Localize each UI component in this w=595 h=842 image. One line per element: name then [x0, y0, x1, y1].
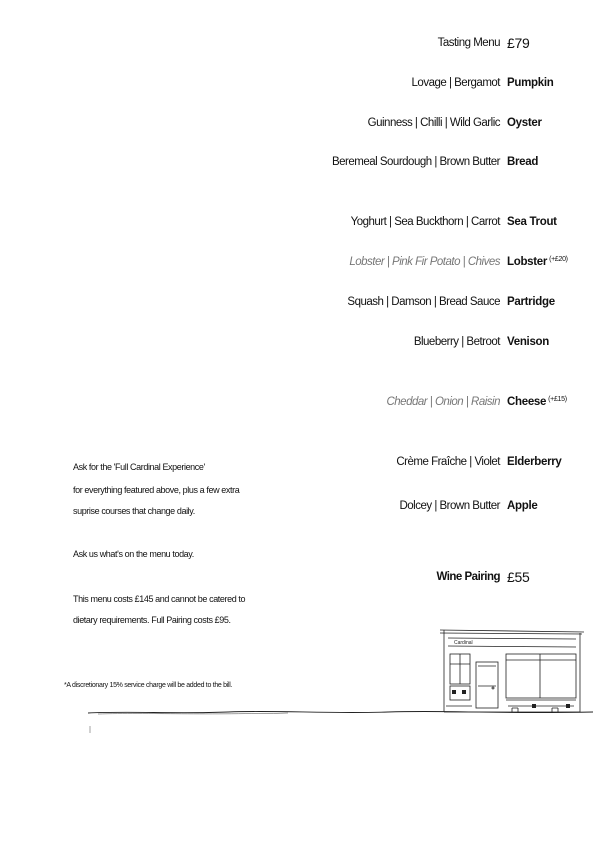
course-dish-name: Lobster	[507, 256, 548, 268]
side-info-line: suprise courses that change daily.	[73, 506, 195, 516]
side-info-line: This menu costs £145 and cannot be catered to	[73, 594, 246, 604]
course-description: Guinness | Chilli | Wild Garlic	[367, 117, 500, 129]
wine-pairing-price: £55	[507, 569, 530, 585]
side-info-line: dietary requirements. Full Pairing costs £95.	[73, 615, 231, 625]
course-description: Beremeal Sourdough | Brown Butter	[331, 156, 500, 168]
course-description: Blueberry | Betroot	[413, 336, 500, 348]
wine-pairing-row	[0, 567, 595, 587]
course-dish: Sea Trout	[507, 216, 557, 228]
course-row	[0, 212, 595, 232]
course-dish: Oyster	[507, 117, 542, 129]
course-dish: Partridge	[507, 296, 555, 308]
course-dish-name: Cheese	[507, 396, 547, 408]
course-row	[0, 252, 595, 272]
course-dish: Bread	[507, 156, 539, 168]
service-charge-note: *A discretionary 15% service charge will be added to the bill.	[64, 682, 233, 689]
menu-header	[0, 33, 595, 53]
course-dish: Pumpkin	[507, 77, 554, 89]
restaurant-shopfront-icon	[432, 626, 587, 718]
menu-price: £79	[507, 35, 530, 51]
side-info-line: Ask for the 'Full Cardinal Experience'	[73, 462, 205, 472]
course-row	[0, 392, 595, 412]
course-dish	[507, 392, 567, 412]
course-dish: Venison	[507, 336, 549, 348]
course-row	[0, 113, 595, 133]
course-dish: Apple	[507, 500, 538, 512]
course-description: Yoghurt | Sea Buckthorn | Carrot	[350, 216, 500, 228]
course-dish	[507, 252, 568, 272]
course-description: Crème Fraîche | Violet	[396, 456, 500, 468]
course-description: Squash | Damson | Bread Sauce	[347, 296, 500, 308]
course-description: Lobster | Pink Fir Potato | Chives	[349, 256, 500, 268]
course-row	[0, 73, 595, 93]
course-description: Dolcey | Brown Butter	[399, 500, 500, 512]
course-supplement: (+£20)	[549, 256, 568, 263]
menu-title: Tasting Menu	[437, 37, 500, 49]
course-description: Lovage | Bergamot	[411, 77, 500, 89]
wine-pairing-label: Wine Pairing	[436, 571, 500, 583]
course-dish: Elderberry	[507, 456, 562, 468]
side-info-line: Ask us what's on the menu today.	[73, 549, 194, 559]
course-description: Cheddar | Onion | Raisin	[386, 396, 500, 408]
course-supplement: (+£15)	[548, 396, 567, 403]
side-info-line: for everything featured above, plus a few extra	[73, 485, 240, 495]
shop-sign-text: Cardinal	[454, 640, 473, 646]
course-row	[0, 292, 595, 312]
course-row	[0, 332, 595, 352]
course-row	[0, 152, 595, 172]
